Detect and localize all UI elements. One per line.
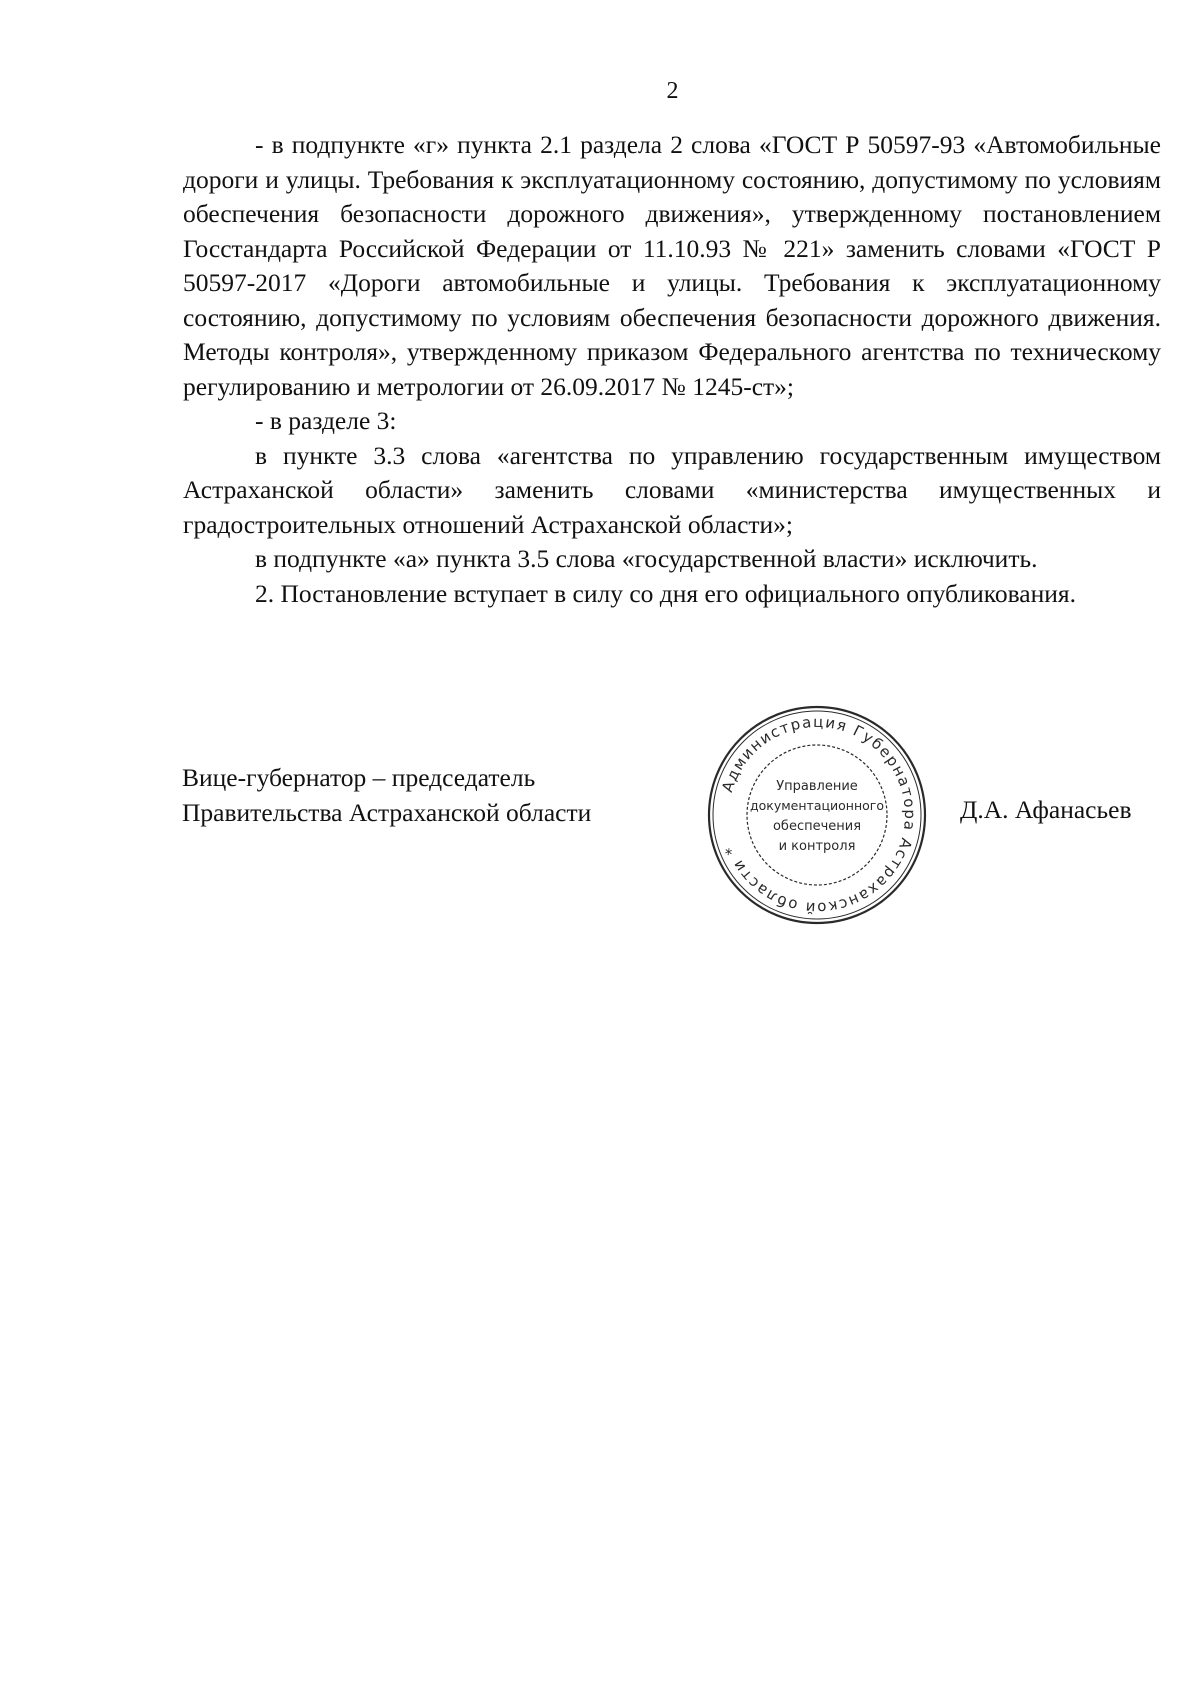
- svg-text:Администрация Губернатора Астр: [718, 713, 919, 917]
- paragraph-gost-replacement: - в подпункте «г» пункта 2.1 раздела 2 слова «ГОСТ Р 50597-93 «Автомобильные дороги и улицы. Требования к эксплуатационному состоянию, допустимому по условиям обеспечения безопасности дорожного движения», утвержденному постановлением Госстандарта Российской Федерации от 11.10.93 № 221» заменить словами «ГОСТ Р 50597-2017 «Дороги автомобильные и улицы. Требования к эксплуатационному состоянию, допустимому по условиям обеспечения безопасности дорожного движения. Методы контроля», утвержденному приказом Федерального агентства по техническому регулированию и метрологии от 26.09.2017 № 1245-ст»;: [183, 130, 1161, 401]
- paragraph-item-3-3: в пункте 3.3 слова «агентства по управлению государственным имуществом Астраханской области» заменить словами «министерства имущественных и градостроительных отношений Астраханской области»;: [183, 440, 1161, 539]
- seal-center-line-1: Управление: [776, 779, 858, 794]
- seal-center-line-3: обеспечения: [772, 819, 862, 834]
- seal-outer-ring-inner-line: [713, 711, 921, 919]
- seal-center-line-4: и контроля: [778, 839, 856, 854]
- document-body: [183, 128, 1161, 611]
- paragraph-section-3: - в разделе 3:: [255, 406, 397, 435]
- paragraph-effective-date: 2. Постановление вступает в силу со дня его официального опубликования.: [255, 578, 1076, 608]
- seal-graphic: [702, 700, 932, 930]
- signatory-position-line-2: Правительства Астраханской области: [182, 798, 592, 827]
- seal-inner-ring: [747, 745, 887, 885]
- signatory-position-line-1: Вице-губернатор – председатель: [182, 763, 536, 792]
- paragraph-item-3-5: в подпункте «а» пункта 3.5 слова «государственной власти» исключить.: [255, 544, 1038, 573]
- official-seal-stamp: [702, 700, 932, 930]
- signatory-name: Д.А. Афанасьев: [960, 795, 1132, 824]
- signatory-position: [182, 760, 591, 830]
- seal-outer-ring: [709, 707, 925, 923]
- seal-center-line-2: документационного: [750, 798, 884, 813]
- page-number: 2: [666, 78, 679, 104]
- seal-ring-text: Администрация Губернатора Астраханской области *: [718, 712, 920, 918]
